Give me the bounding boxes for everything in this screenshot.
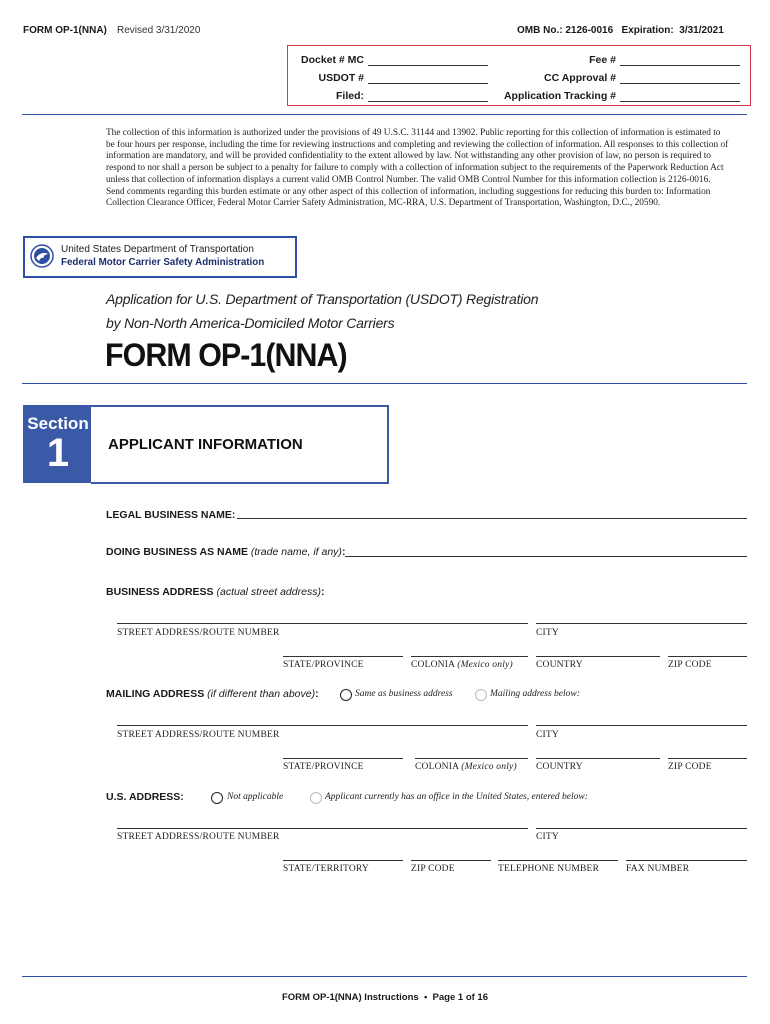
business-street-caption: STREET ADDRESS/ROUTE NUMBER	[117, 628, 280, 638]
agency-name: United States Department of Transportation	[61, 244, 254, 255]
us-office-label: Applicant currently has an office in the United States, entered below:	[325, 792, 588, 802]
us-fax-field[interactable]	[626, 860, 747, 861]
mailing-colonia-caption: COLONIA (Mexico only)	[415, 762, 517, 772]
mailing-street-caption: STREET ADDRESS/ROUTE NUMBER	[117, 730, 280, 740]
tracking-field[interactable]	[620, 101, 740, 102]
header-divider	[22, 114, 747, 115]
business-street-field[interactable]	[117, 623, 528, 624]
usdot-field[interactable]	[368, 83, 488, 84]
business-address-label: BUSINESS ADDRESS (actual street address):	[106, 586, 325, 598]
tracking-label: Application Tracking #	[503, 90, 616, 102]
form-subtitle-line2: by Non-North America-Domiciled Motor Carriers	[106, 315, 395, 331]
dot-seal-icon	[30, 244, 54, 268]
fee-label: Fee #	[589, 54, 616, 66]
us-street-field[interactable]	[117, 828, 528, 829]
mailing-street-field[interactable]	[117, 725, 528, 726]
section-heading: APPLICANT INFORMATION	[108, 436, 303, 453]
revised-date: Revised 3/31/2020	[117, 25, 201, 36]
mailing-zip-caption: ZIP CODE	[668, 762, 712, 772]
page-footer: FORM OP-1(NNA) Instructions • Page 1 of 16	[281, 992, 489, 1003]
mailing-same-radio[interactable]	[340, 689, 352, 701]
form-title: FORM OP-1(NNA)	[105, 337, 347, 373]
form-id: FORM OP-1(NNA)	[23, 25, 107, 36]
mailing-below-label: Mailing address below:	[490, 689, 580, 699]
business-colonia-caption: COLONIA (Mexico only)	[411, 660, 513, 670]
mailing-same-label: Same as business address	[355, 689, 453, 699]
section-word: Section	[27, 414, 89, 433]
us-zip-field[interactable]	[411, 860, 491, 861]
footer-divider	[22, 976, 747, 977]
filed-label: Filed:	[336, 90, 364, 102]
fee-field[interactable]	[620, 65, 740, 66]
legal-name-field[interactable]	[237, 518, 747, 519]
business-country-field[interactable]	[536, 656, 660, 657]
us-state-field[interactable]	[283, 860, 403, 861]
docket-label: Docket # MC	[300, 54, 364, 66]
mailing-city-field[interactable]	[536, 725, 747, 726]
mailing-country-field[interactable]	[536, 758, 660, 759]
agency-subname: Federal Motor Carrier Safety Administration	[61, 257, 265, 268]
business-colonia-field[interactable]	[411, 656, 528, 657]
title-divider	[22, 383, 747, 384]
usdot-label: USDOT #	[318, 72, 364, 84]
us-city-caption: CITY	[536, 832, 559, 842]
mailing-state-field[interactable]	[283, 758, 403, 759]
business-state-field[interactable]	[283, 656, 403, 657]
filed-field[interactable]	[368, 101, 488, 102]
legal-name-label: LEGAL BUSINESS NAME:	[106, 509, 236, 521]
business-zip-field[interactable]	[668, 656, 747, 657]
form-subtitle-line1: Application for U.S. Department of Transportation (USDOT) Registration	[106, 291, 539, 307]
cc-approval-label: CC Approval #	[544, 72, 616, 84]
us-zip-caption: ZIP CODE	[411, 864, 455, 874]
mailing-zip-field[interactable]	[668, 758, 747, 759]
business-state-caption: STATE/PROVINCE	[283, 660, 364, 670]
us-telephone-field[interactable]	[498, 860, 618, 861]
us-fax-caption: FAX NUMBER	[626, 864, 690, 874]
paperwork-notice: The collection of this information is authorized under the provisions of 49 U.S.C. 31144 and 13902. Public reporting for this collection of information is estimated to be four hours per response, including the time for reviewing instructions and completing and reviewing the collection of information. All responses to this collection of information are mandatory, and will be provided confidentiality to the extent allowed by law. Not withstanding any other provision of law, no person is required to respond to nor shall a person be subject to a penalty for failure to comply with a collection of information subject to the requirements of the Paperwork Reduction Act unless that collection of information displays a current valid OMB Control Number. The valid OMB Control Number for this information collection is 2126-0016. Send comments regarding this burden estimate or any other aspect of this collection of information, including suggestions for reducing this burden to: Information Collection Clearance Officer, Federal Motor Carrier Safety Administration, MC-RRA, U.S. Department of Transportation, Washington, D.C., 20590.	[106, 128, 729, 209]
mailing-country-caption: COUNTRY	[536, 762, 583, 772]
us-state-caption: STATE/TERRITORY	[283, 864, 369, 874]
us-office-radio[interactable]	[310, 792, 322, 804]
docket-field[interactable]	[368, 65, 488, 66]
mailing-below-radio[interactable]	[475, 689, 487, 701]
business-zip-caption: ZIP CODE	[668, 660, 712, 670]
business-city-field[interactable]	[536, 623, 747, 624]
business-country-caption: COUNTRY	[536, 660, 583, 670]
mailing-state-caption: STATE/PROVINCE	[283, 762, 364, 772]
us-address-label: U.S. ADDRESS:	[106, 791, 184, 803]
section-badge	[23, 405, 93, 483]
us-telephone-caption: TELEPHONE NUMBER	[498, 864, 600, 874]
section-number: 1	[46, 431, 70, 475]
mailing-city-caption: CITY	[536, 730, 559, 740]
mailing-colonia-field[interactable]	[415, 758, 528, 759]
dba-label: DOING BUSINESS AS NAME (trade name, if any):	[106, 546, 346, 558]
us-not-applicable-label: Not applicable	[227, 792, 284, 802]
dba-field[interactable]	[345, 556, 747, 557]
us-city-field[interactable]	[536, 828, 747, 829]
cc-approval-field[interactable]	[620, 83, 740, 84]
us-not-applicable-radio[interactable]	[211, 792, 223, 804]
omb-number: OMB No.: 2126-0016 Expiration: 3/31/2021	[517, 25, 724, 36]
us-street-caption: STREET ADDRESS/ROUTE NUMBER	[117, 832, 280, 842]
business-city-caption: CITY	[536, 628, 559, 638]
mailing-address-label: MAILING ADDRESS (if different than above):	[106, 688, 319, 700]
